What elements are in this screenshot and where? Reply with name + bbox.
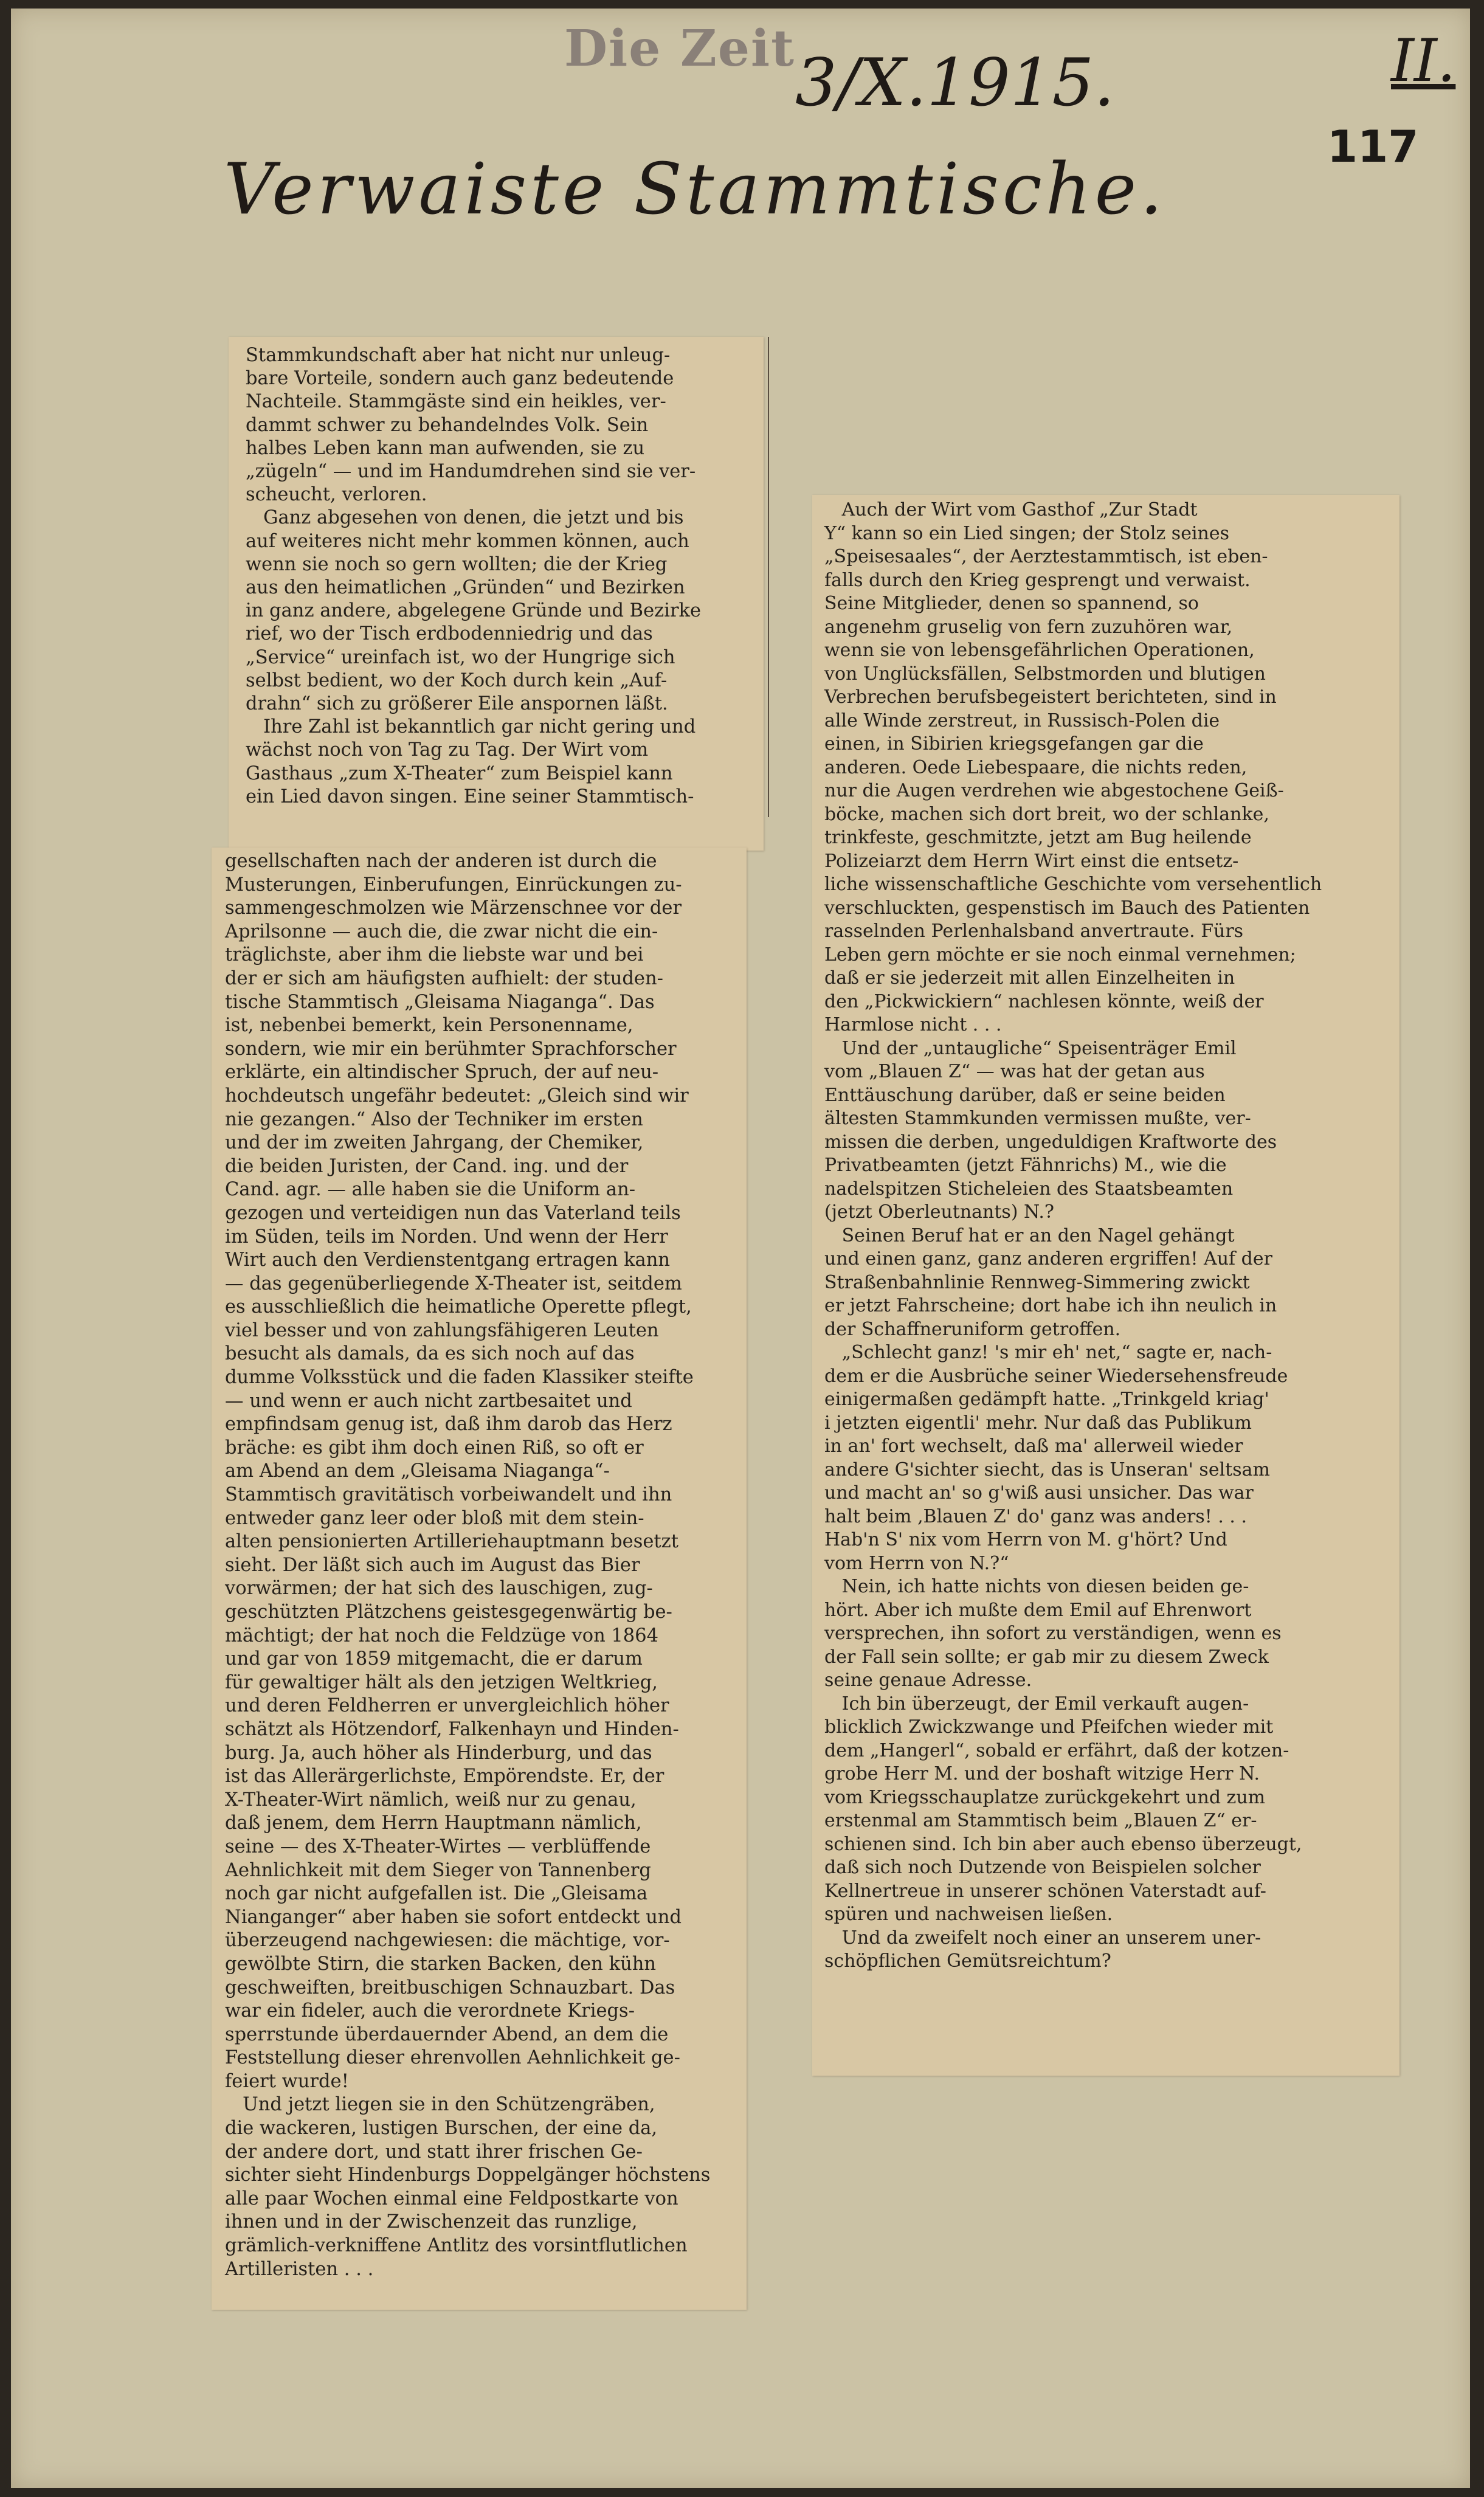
- handwritten-title: Verwaiste Stammtische.: [224, 148, 1167, 230]
- handwritten-date: 3/X.1915.: [795, 45, 1115, 121]
- archive-sheet: [11, 9, 1470, 2488]
- volume-numeral: II.: [1391, 27, 1456, 95]
- clipping-column-1-top: [229, 337, 764, 851]
- clipping-column-2: [812, 495, 1399, 2076]
- article-text-part-1: Stammkundschaft aber hat nicht nur unleug- bare Vorteile, sondern auch ganz bedeutende Nachteile. Stammgäste sind ein heikles, ver- dammt schwer zu behandelndes Volk. Sein halbes Leben kann man aufwenden, sie zu „zügeln“ — und im Handumdrehen sind sie ver- scheucht, verloren. Ganz abgesehen von denen, die jetzt und bis auf weiteres nicht mehr kommen können, auch wenn sie noch so gern wollten; die der Krieg aus den heimatlichen „Gründen“ und Bezirken in ganz andere, abgelegene Gründe und Bezirke rief, wo der Tisch erdbodenniedrig und das „Service“ ureinfach ist, wo der Hungrige sich selbst bedient, wo der Koch durch kein „Auf- drahn“ sich zu größerer Eile anspornen läßt. Ihre Zahl ist bekanntlich gar nicht gering und wächst noch von Tag zu Tag. Der Wirt vom Gasthaus „zum X-Theater“ zum Beispiel kann ein Lied davon singen. Eine seiner Stammtisch-: [246, 345, 702, 807]
- article-text-part-2: gesellschaften nach der anderen ist durch die Musterungen, Einberufungen, Einrückungen zu- sammengeschmolzen wie Märzenschnee vor der Aprilsonne — auch die, die zwar nicht die ein- träglichste, aber ihm die liebste war und bei der er sich am häufigsten aufhielt: der studen- tische Stammtisch „Gleisama Niaganga“. Das ist, nebenbei bemerkt, kein Personenname, sondern, wie mir ein berühmter Sprachforscher erklärte, ein altindischer Spruch, der auf neu- hochdeutsch ungefähr bedeutet: „Gleich sind wir nie gezangen.“ Also der Techniker im ersten und der im zweiten Jahrgang, der Chemiker, die beiden Juristen, der Cand. ing. und der Cand. agr. — alle haben sie die Uniform an- gezogen und verteidigen nun das Vaterland teils im Süden, teils im Norden. Und wenn der Herr Wirt auch den Verdienstentgang ertragen kann — das gegenüberliegende X-Theater ist, seitdem es ausschließlich die heimatliche Operette pflegt, viel besser und von zahlungsfähigeren Leuten besucht als damals, da es sich noch auf das dumme Volksstück und die faden Klassiker steifte — und wenn er auch nicht zartbesaitet und empfindsam genug ist, daß ihm darob das Herz bräche: es gibt ihm doch einen Riß, so oft er am Abend an dem „Gleisama Niaganga“- Stammtisch gravitätisch vorbeiwandelt und ihn entweder ganz leer oder bloß mit dem stein- alten pensionierten Artilleriehauptmann besetzt sieht. Der läßt sich auch im August das Bier vorwärmen; der hat sich des lauschigen, zug- geschützten Plätzchens geistesgegenwärtig be- mächtigt; der hat noch die Feldzüge von 1864 und gar von 1859 mitgemacht, die er darum für gewaltiger hält als den jetzigen Weltkrieg, und deren Feldherren er unvergleichlich höher schätzt als Hötzendorf, Falkenhayn und Hinden- burg. Ja, auch höher als Hinderburg, und das ist das Allerärgerlichste, Empörendste. Er, der X-Theater-Wirt nämlich, weiß nur zu genau, daß jenem, dem Herrn Hauptmann nämlich, seine — des X-Theater-Wirtes — verblüffende Aehnlichkeit mit dem Sieger von Tannenberg noch gar nicht aufgefallen ist. Die „Gleisama Nianganger“ aber haben sie sofort entdeckt und überzeugend nachgewiesen: die mächtige, vor- gewölbte Stirn, die starken Backen, den kühn geschweiften, breitbuschigen Schnauzbart. Das war ein fideler, auch die verordnete Kriegs- sperrstunde überdauernder Abend, an dem die Feststellung dieser ehrenvollen Aehnlichkeit ge- feiert wurde! Und jetzt liegen sie in den Schützengräben, die wackeren, lustigen Burschen, der eine da, der andere dort, und statt ihrer frischen Ge- sichter sieht Hindenburgs Doppelgänger höchstens alle paar Wochen einmal eine Feldpostkarte von ihnen und in der Zwischenzeit das runzlige, grämlich-verkniffene Antlitz des vorsintflutlichen Artilleristen . . .: [225, 851, 711, 2280]
- newspaper-stamp: Die Zeit: [564, 19, 796, 78]
- column-rule: [768, 337, 769, 817]
- page-number: 117: [1327, 121, 1419, 172]
- article-text-part-3: Auch der Wirt vom Gasthof „Zur Stadt Y“ kann so ein Lied singen; der Stolz seines „Speisesaales“, der Aerztestammtisch, ist eben- falls durch den Krieg gesprengt und verwaist. Seine Mitglieder, denen so spannend, so angenehm gruselig von fern zuzuhören war, wenn sie von lebensgefährlichen Operationen, von Unglücksfällen, Selbstmorden und blutigen Verbrechen berufsbegeistert berichteten, sind in alle Winde zerstreut, in Russisch-Polen die einen, in Sibirien kriegsgefangen gar die anderen. Oede Liebespaare, die nichts reden, nur die Augen verdrehen wie abgestochene Geiß- böcke, machen sich dort breit, wo der schlanke, trinkfeste, geschmitzte, jetzt am Bug heilende Polizeiarzt dem Herrn Wirt einst die entsetz- liche wissenschaftliche Geschichte vom versehentlich verschluckten, gespenstisch im Bauch des Patienten rasselnden Perlenhalsband anvertraute. Fürs Leben gern möchte er sie noch einmal vernehmen; daß er sie jederzeit mit allen Einzelheiten in den „Pickwickiern“ nachlesen könnte, weiß der Harmlose nicht . . . Und der „untaugliche“ Speisenträger Emil vom „Blauen Z“ — was hat der getan aus Enttäuschung darüber, daß er seine beiden ältesten Stammkunden vermissen mußte, ver- missen die derben, ungeduldigen Kraftworte des Privatbeamten (jetzt Fähnrichs) M., wie die nadelspitzen Sticheleien des Staatsbeamten (jetzt Oberleutnants) N.? Seinen Beruf hat er an den Nagel gehängt und einen ganz, ganz anderen ergriffen! Auf der Straßenbahnlinie Rennweg-Simmering zwickt er jetzt Fahrscheine; dort habe ich ihn neulich in der Schaffneruniform getroffen. „Schlecht ganz! 's mir eh' net,“ sagte er, nach- dem er die Ausbrüche seiner Wiedersehensfreude einigermaßen gedämpft hatte. „Trinkgeld kriag' i jetzten eigentli' mehr. Nur daß das Publikum in an' fort wechselt, daß ma' allerweil wieder andere G'sichter siecht, das is Unseran' seltsam und macht an' so g'wiß ausi unsicher. Das war halt beim ‚Blauen Z' do' ganz was anders! . . . Hab'n S' nix vom Herrn von M. g'hört? Und vom Herrn von N.?“ Nein, ich hatte nichts von diesen beiden ge- hört. Aber ich mußte dem Emil auf Ehrenwort versprechen, ihn sofort zu verständigen, wenn es der Fall sein sollte; er gab mir zu diesem Zweck seine genaue Adresse. Ich bin überzeugt, der Emil verkauft augen- blicklich Zwickzwange und Pfeifchen wieder mit dem „Hangerl“, sobald er erfährt, daß der kotzen- grobe Herr M. und der boshaft witzige Herr N. vom Kriegsschauplatze zurückgekehrt und zum erstenmal am Stammtisch beim „Blauen Z“ er- schienen sind. Ich bin aber auch ebenso überzeugt, daß sich noch Dutzende von Beispielen solcher Kellnertreue in unserer schönen Vaterstadt auf- spüren und nachweisen ließen. Und da zweifelt noch einer an unserem uner- schöpflichen Gemütsreichtum?: [824, 499, 1322, 1972]
- clipping-column-1-bottom: [212, 848, 747, 2310]
